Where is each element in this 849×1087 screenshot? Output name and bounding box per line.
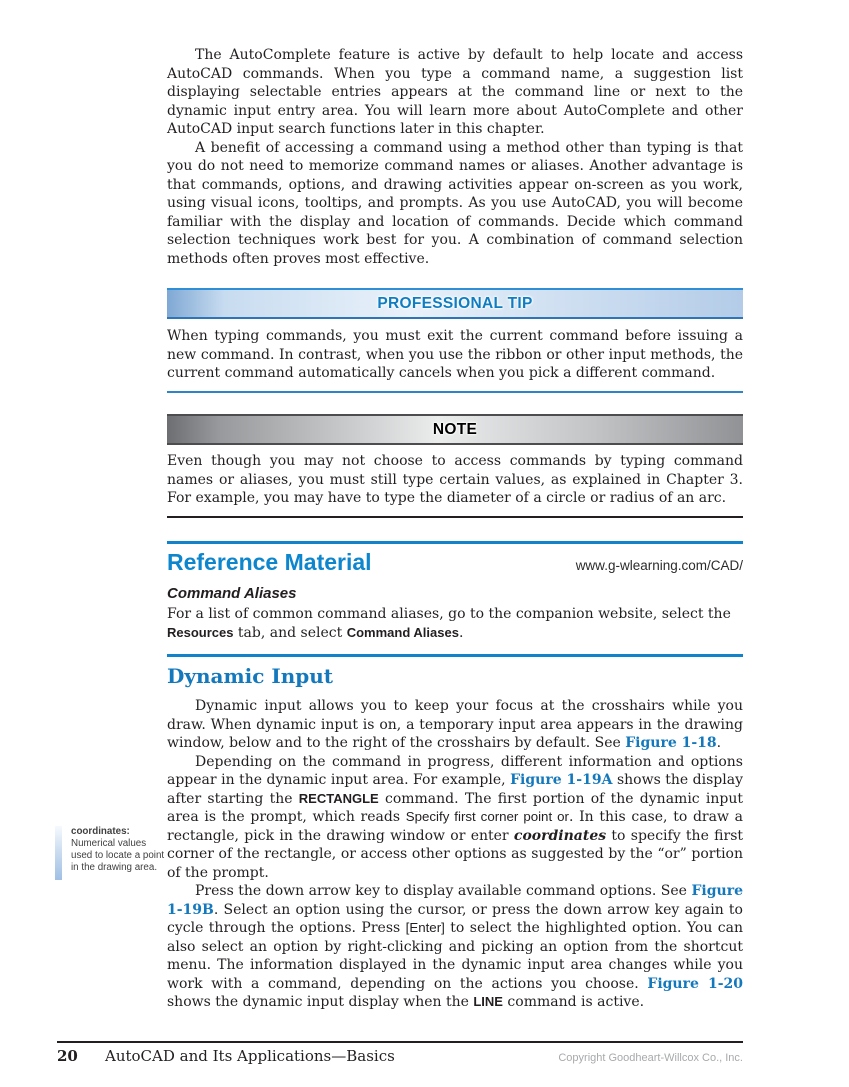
note-banner — [167, 414, 743, 445]
body-paragraph: Depending on the command in progress, different information and options appear in the dynamic input area. For example, Figure 1-19A shows the display after starting the RECTANGLE command. The first portion of the dynamic input area is the prompt, which reads Specify first corner point or. In this case, to draw a rectangle, pick in the drawing window or enter coordinates to specify the first corner of the rectangle, or access other options as suggested by the “or” portion of the prompt. — [167, 753, 744, 881]
margin-note-text — [71, 826, 165, 880]
copyright-notice: Copyright Goodheart-Willcox Co., Inc. — [558, 1052, 743, 1064]
dynamic-input-section — [167, 664, 743, 1012]
note-box — [167, 414, 743, 518]
book-title: AutoCAD and Its Applications—Basics — [105, 1047, 395, 1065]
note-title: NOTE — [432, 420, 478, 438]
reference-top-rule — [167, 541, 743, 544]
professional-tip-title: PROFESSIONAL TIP — [377, 294, 533, 312]
reference-material-title: Reference Material — [167, 549, 372, 575]
reference-heading-row — [167, 549, 743, 576]
professional-tip-banner — [167, 288, 743, 319]
margin-note-definition: Numerical values used to locate a point in the drawing area. — [71, 838, 165, 873]
body-paragraph: The AutoComplete feature is active by default to help locate and access AutoCAD commands. When you type a command name, a suggestion list displaying selectable entries appears at the command line or next to the dynamic input entry area. You will learn more about AutoComplete and other AutoCAD input search functions later in this chapter. — [167, 47, 743, 137]
body-paragraph: Press the down arrow key to display available command options. See Figure 1-19B. Select an option using the cursor, or press the down arrow key again to cycle through the options. Press [Enter] to select the highlighted option. You can also select an option by right-clicking and picking an option from the shortcut menu. The information displayed in the dynamic input area changes while you work with a command, depending on the actions you choose. Figure 1-20 shows the dynamic input display when the LINE command is active. — [167, 883, 743, 1010]
dynamic-input-heading: Dynamic Input — [167, 664, 334, 688]
note-body: Even though you may not choose to access commands by typing command names or aliases, you must still type certain values, as explained in Chapter 3. For example, you may have to type the diameter of a circle or radius of an arc. — [167, 453, 743, 506]
professional-tip-box — [167, 288, 743, 393]
command-aliases-subtitle: Command Aliases — [167, 585, 297, 602]
footer-rule — [57, 1041, 743, 1043]
reference-bottom-rule — [167, 654, 743, 657]
intro-section — [167, 46, 743, 268]
reference-body: For a list of common command aliases, go to the companion website, select the Resources tab, and select Command Aliases. — [167, 606, 731, 641]
page-number: 20 — [57, 1047, 78, 1065]
margin-note-term: coordinates: — [71, 826, 130, 837]
professional-tip-body: When typing commands, you must exit the current command before issuing a new command. In contrast, when you use the ribbon or other input methods, the current command automatically cancels when you pick a different command. — [167, 328, 743, 381]
tip-bottom-rule — [167, 391, 743, 393]
footer — [57, 1047, 743, 1065]
body-paragraph: A benefit of accessing a command using a method other than typing is that you do not need to memorize command names or aliases. Another advantage is that commands, options, and drawing activities appear on-screen as you work, using visual icons, tooltips, and prompts. As you use AutoCAD, you will become familiar with the display and location of commands. Decide which command selection techniques work best for you. A combination of command selection methods often proves most effective. — [167, 139, 743, 267]
companion-website-url: www.g-wlearning.com/CAD/ — [575, 558, 743, 573]
margin-definition-note — [55, 826, 165, 880]
reference-material-section — [167, 541, 743, 657]
body-paragraph: Dynamic input allows you to keep your focus at the crosshairs while you draw. When dynamic input is on, a temporary input area appears in the drawing window, below and to the right of the crosshairs by default. See Figure 1-18. — [167, 698, 743, 751]
margin-note-bar — [55, 826, 62, 880]
note-bottom-rule — [167, 516, 743, 518]
